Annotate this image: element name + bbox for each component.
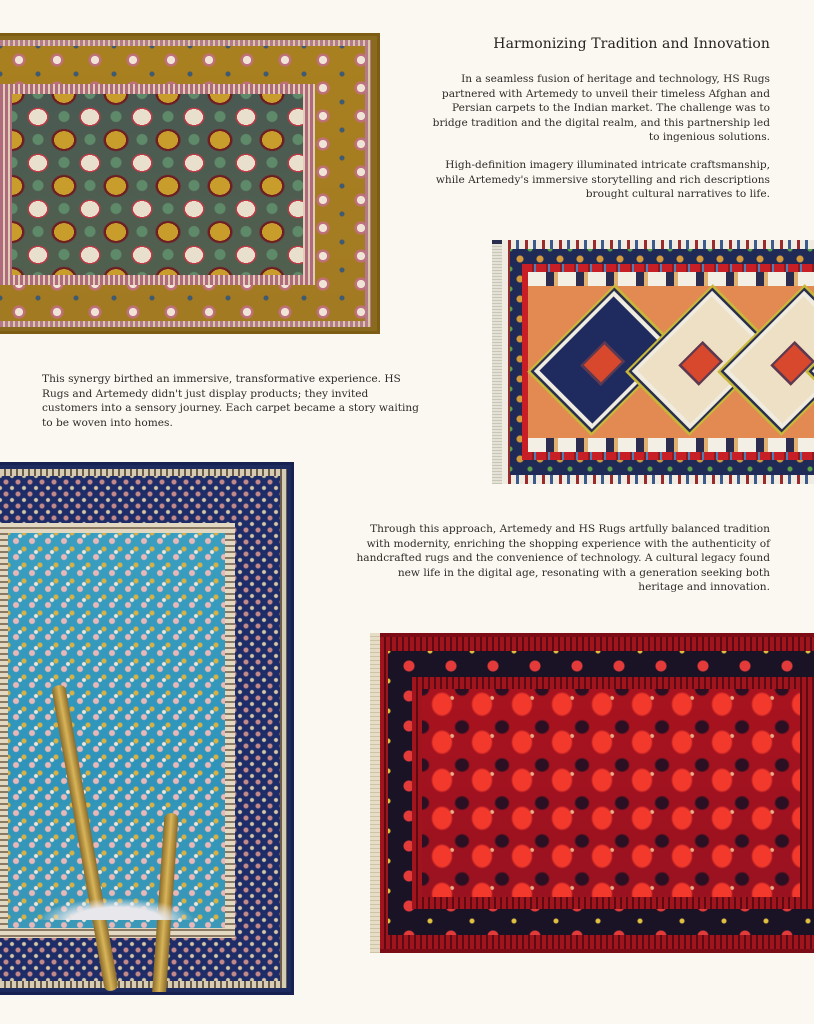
rug-fringe	[492, 244, 502, 484]
page-heading: Harmonizing Tradition and Innovation	[493, 36, 770, 52]
medallion-core	[678, 341, 723, 386]
afghan-red-rug-image	[370, 633, 814, 953]
rug-inner-guard	[0, 84, 315, 285]
rug-field	[422, 689, 800, 897]
rug-field	[528, 272, 814, 452]
rug-fringe	[370, 633, 380, 953]
imagery-paragraph: High-definition imagery illuminated intricate craftsmanship, while Artemedy's immersive storytelling and rich descriptions brought cultural narratives to life.	[435, 159, 770, 201]
rug-medallion	[724, 291, 814, 429]
rug-inner-guard	[0, 523, 235, 938]
rug-field	[8, 533, 225, 928]
medallion-core	[580, 341, 625, 386]
intro-paragraph: In a seamless fusion of heritage and technology, HS Rugs partnered with Artemedy to unveil their timeless Afghan and Persian carpets to the Indian market. The challenge was to bridge tradition and the digital realm, and this partnership led to ingenious solutions.	[432, 73, 770, 144]
approach-paragraph: Through this approach, Artemedy and HS Rugs artfully balanced tradition with modernity, enriching the shopping experience with the authenticity of handcrafted rugs and the convenience of technology. A cultural legacy found new life in the digital age, resonating with a generation seeking both heritage and innovation.	[356, 523, 770, 594]
tree-of-life-rug-image	[0, 462, 294, 995]
rug-field	[12, 94, 303, 275]
caucasian-medallion-rug-image	[492, 240, 814, 484]
rug-field-stripe	[528, 438, 814, 452]
synergy-paragraph: This synergy birthed an immersive, transformative experience. HS Rugs and Artemedy didn't just display products; they invited customers into a sensory journey. Each carpet became a story waiting to be woven into homes.	[42, 373, 419, 429]
persian-panel-rug-image	[0, 33, 380, 334]
tree-ground	[38, 898, 195, 920]
rug-field-stripe	[528, 272, 814, 286]
medallion-core	[770, 341, 814, 386]
